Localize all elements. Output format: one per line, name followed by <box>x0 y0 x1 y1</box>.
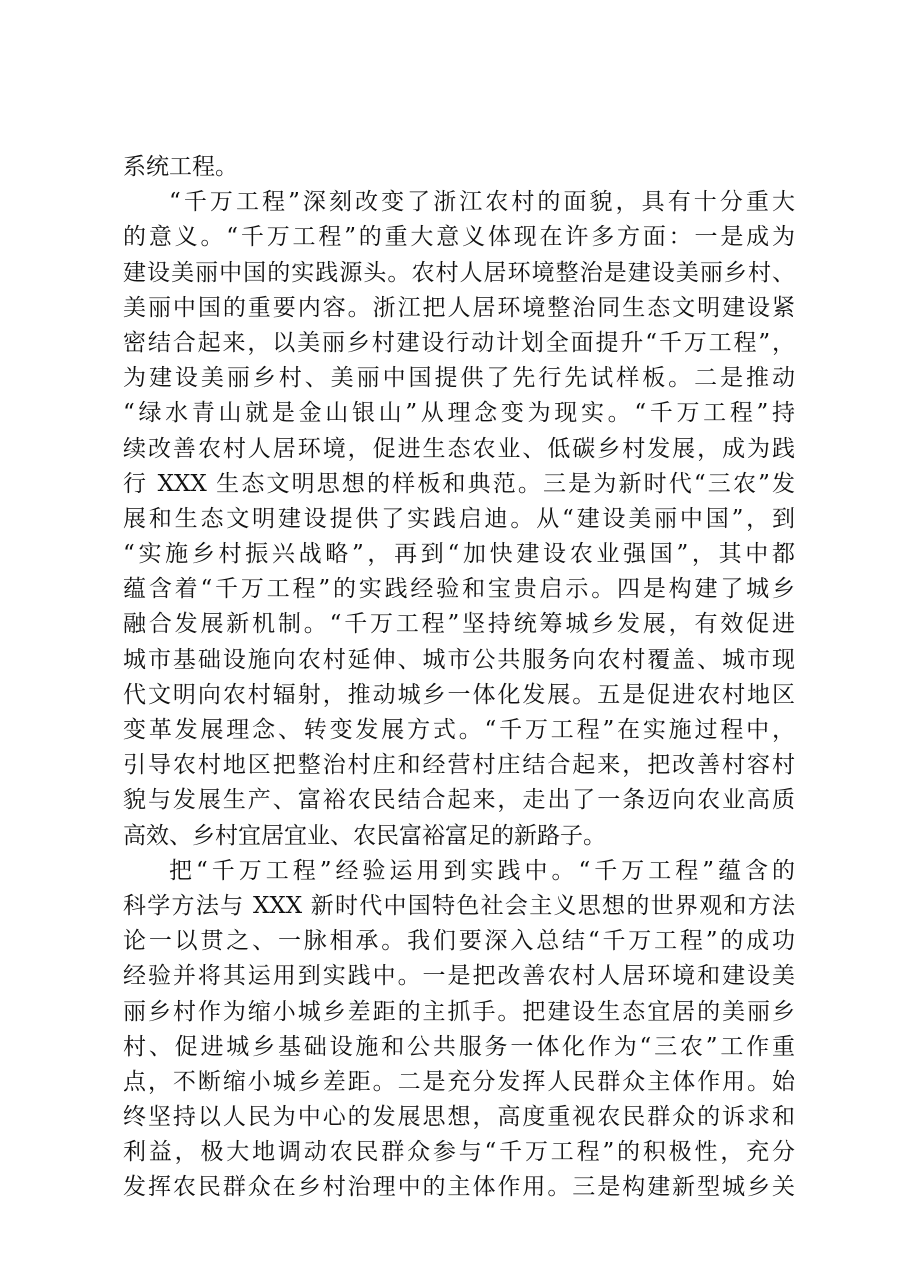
text-line: 密结合起来，以美丽乡村建设行动计划全面提升“千万工程”， <box>123 329 795 356</box>
text-line: 点，不断缩小城乡差距。二是充分发挥人民群众主体作用。始 <box>123 1068 795 1095</box>
text-line: 系统工程。 <box>123 154 238 180</box>
text-line: 高效、乡村宜居宜业、农民富裕富足的新路子。 <box>123 822 606 849</box>
text-line: 貌与发展生产、富裕农民结合起来，走出了一条迈向农业高质 <box>123 787 795 814</box>
text-line: 发挥农民群众在乡村治理中的主体作用。三是构建新型城乡关 <box>123 1174 795 1201</box>
text-line: 美丽中国的重要内容。浙江把人居环境整治同生态文明建设紧 <box>123 294 795 321</box>
text-line: 续改善农村人居环境，促进生态农业、低碳乡村发展，成为践 <box>123 435 795 462</box>
text-line: 村、促进城乡基础设施和公共服务一体化作为“三农”工作重 <box>123 1033 795 1060</box>
text-line: 终坚持以人民为中心的发展思想，高度重视农民群众的诉求和 <box>123 1104 795 1131</box>
text-line: 丽乡村作为缩小城乡差距的主抓手。把建设生态宜居的美丽乡 <box>123 998 795 1025</box>
text-line: 引导农村地区把整治村庄和经营村庄结合起来，把改善村容村 <box>123 752 795 779</box>
text-line: 的意义。“千万工程”的重大意义体现在许多方面：一是成为 <box>123 224 795 251</box>
text-line: 代文明向农村辐射，推动城乡一体化发展。五是促进农村地区 <box>123 681 795 708</box>
text-line: 蕴含着“千万工程”的实践经验和宝贵启示。四是构建了城乡 <box>123 576 795 603</box>
body-text <box>123 150 795 1206</box>
text-line: 利益，极大地调动农民群众参与“千万工程”的积极性，充分 <box>123 1139 795 1166</box>
text-line: 变革发展理念、转变发展方式。“千万工程”在实施过程中， <box>123 717 795 743</box>
text-line: 科学方法与 XXX 新时代中国特色社会主义思想的世界观和方法 <box>123 892 795 919</box>
text-line: 经验并将其运用到实践中。一是把改善农村人居环境和建设美 <box>123 963 795 990</box>
text-line: 建设美丽中国的实践源头。农村人居环境整治是建设美丽乡村、 <box>123 259 795 286</box>
paragraph-first-line: 把“千万工程”经验运用到实践中。“千万工程”蕴含的 <box>169 857 795 884</box>
text-line: 论一以贯之、一脉相承。我们要深入总结“千万工程”的成功 <box>123 928 795 955</box>
text-line: “绿水青山就是金山银山”从理念变为现实。“千万工程”持 <box>123 400 795 427</box>
text-line: 融合发展新机制。“千万工程”坚持统筹城乡发展，有效促进 <box>123 611 795 638</box>
text-line: “实施乡村振兴战略”，再到“加快建设农业强国”，其中都 <box>123 541 795 568</box>
text-line: 为建设美丽乡村、美丽中国提供了先行先试样板。二是推动 <box>123 365 795 392</box>
paragraph-first-line: “千万工程”深刻改变了浙江农村的面貌，具有十分重大 <box>169 189 795 216</box>
text-line: 展和生态文明建设提供了实践启迪。从“建设美丽中国”，到 <box>123 505 795 532</box>
text-line: 行 XXX 生态文明思想的样板和典范。三是为新时代“三农”发 <box>123 470 795 497</box>
text-line: 城市基础设施向农村延伸、城市公共服务向农村覆盖、城市现 <box>123 646 795 673</box>
